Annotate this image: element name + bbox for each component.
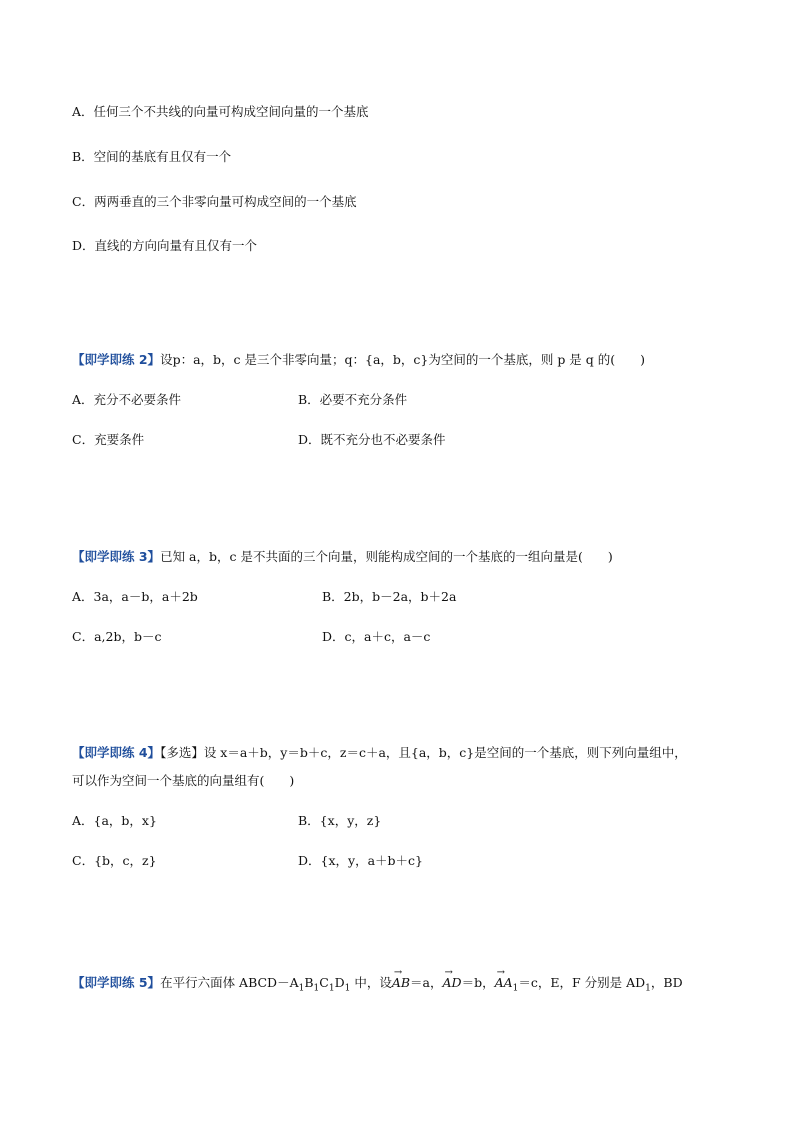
q5-eq-c: ＝c，E，F 分别是 AD	[518, 975, 646, 990]
q5-sub4: 1	[344, 983, 351, 994]
q5-eq-b: ＝b，	[461, 975, 495, 990]
q5-sub5: 1	[512, 983, 519, 994]
q1-option-d: D．直线的方向向量有且仅有一个	[72, 238, 258, 253]
q5-mid: 中，设	[350, 975, 392, 990]
q5-stem	[72, 975, 683, 997]
q1-option-a: A．任何三个不共线的向量可构成空间向量的一个基底	[72, 104, 369, 119]
q2-option-d: D．既不充分也不必要条件	[298, 432, 446, 447]
q4-stem-line1	[72, 745, 687, 761]
q5-sub1: 1	[298, 983, 305, 994]
q4-option-a: A．{a，b，x}	[72, 813, 157, 828]
q4-stem-line2: 可以作为空间一个基底的向量组有( )	[72, 773, 295, 788]
q2-tag: 【即学即练 2】	[72, 352, 161, 367]
q5-sub6: 1	[645, 983, 651, 994]
q2-stem	[72, 352, 645, 368]
q2-option-a: A．充分不必要条件	[72, 392, 182, 407]
q5-stem-pre: 在平行六面体 ABCD－A	[160, 975, 299, 990]
q5-b-letter: B	[304, 975, 314, 990]
q5-d-letter: D	[334, 975, 345, 990]
q5-tag: 【即学即练 5】	[72, 975, 161, 990]
q5-sub2: 1	[313, 983, 320, 994]
q4-tag: 【即学即练 4】	[72, 745, 161, 760]
q3-option-a: A．3a，a－b，a＋2b	[72, 589, 198, 604]
q3-option-c: C．a,2b，b－c	[72, 629, 162, 644]
q4-option-b: B．{x，y，z}	[298, 813, 382, 828]
q2-stem-text: 设p：a，b，c 是三个非零向量；q：{a，b，c}为空间的一个基底，则 p 是 q 的( )	[160, 352, 646, 367]
q1-option-c: C．两两垂直的三个非零向量可构成空间的一个基底	[72, 194, 357, 209]
q5-vector-ad: → AD	[443, 975, 462, 991]
q4-stem-text-1: 【多选】设 x＝a＋b，y＝b＋c，z＝c＋a，且{a，b，c}是空间的一个基底，则下列向量组中，	[160, 745, 687, 760]
q4-option-d: D．{x，y，a＋b＋c}	[298, 853, 423, 868]
q5-vector-ab: → AB	[392, 975, 410, 991]
q3-stem	[72, 549, 613, 565]
q3-stem-text: 已知 a，b，c 是不共面的三个向量，则能构成空间的一个基底的一组向量是( )	[160, 549, 613, 564]
q5-tail: ，BD	[650, 975, 683, 990]
q5-c-letter: C	[319, 975, 329, 990]
q5-sub3: 1	[328, 983, 335, 994]
q1-option-b: B．空间的基底有且仅有一个	[72, 149, 232, 164]
q5-vector-aa1: → AA	[495, 975, 513, 991]
q2-option-c: C．充要条件	[72, 432, 145, 447]
q3-option-d: D．c，a＋c，a－c	[322, 629, 431, 644]
q2-option-b: B．必要不充分条件	[298, 392, 408, 407]
q3-option-b: B．2b，b－2a，b＋2a	[322, 589, 457, 604]
q5-eq-a: ＝a，	[410, 975, 443, 990]
q3-tag: 【即学即练 3】	[72, 549, 161, 564]
q4-option-c: C．{b，c，z}	[72, 853, 157, 868]
